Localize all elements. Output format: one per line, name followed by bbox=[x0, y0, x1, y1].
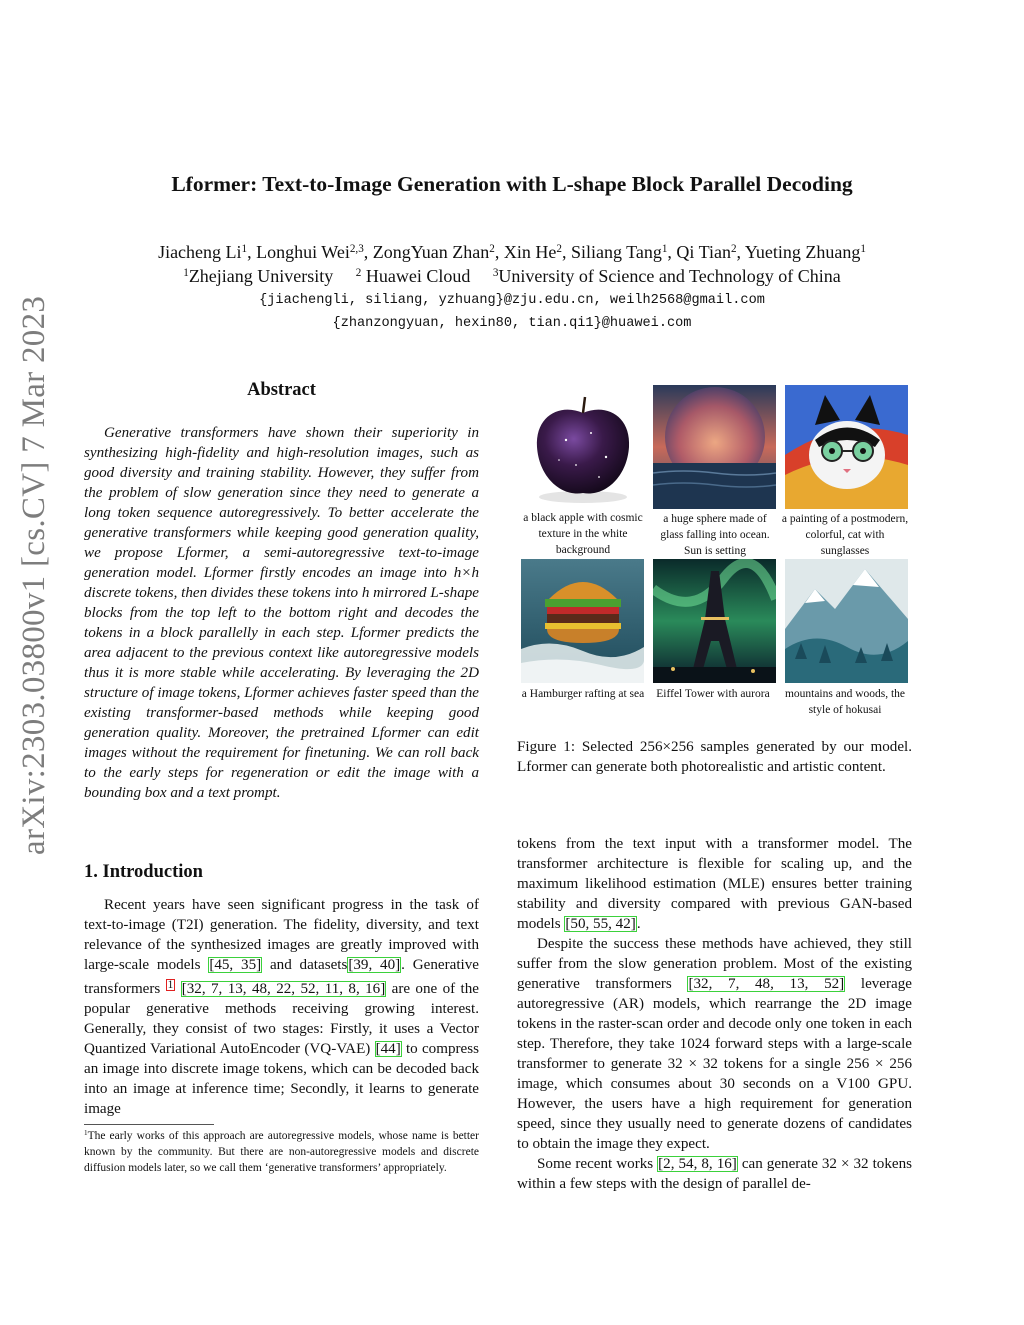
figure-image-hamburger bbox=[521, 559, 644, 683]
footnote-rule bbox=[84, 1124, 214, 1125]
figure-subcaption: a painting of a postmodern, colorful, cat with sunglasses bbox=[781, 513, 909, 557]
author: Yueting Zhuang$^1$ bbox=[744, 242, 866, 262]
affiliation: $^1$Zhejiang University bbox=[183, 266, 334, 286]
right-column-body bbox=[517, 834, 912, 1194]
body-paragraph: tokens from the text input with a transformer model. The transformer architecture is flexible for scaling up, and the maximum likelihood estimation (MLE) ensures better training stability and diversity compared with previous GAN-based models [50, 55, 42]. bbox=[517, 836, 912, 932]
arxiv-sidebar: arXiv:2303.03800v1 [cs.CV] 7 Mar 2023 bbox=[16, 295, 52, 855]
paper-title: Lformer: Text-to-Image Generation with L-shape Block Parallel Decoding bbox=[171, 172, 853, 196]
abstract-heading: Abstract bbox=[247, 380, 316, 400]
author: Siliang Tang$^1$, bbox=[570, 242, 677, 262]
figure-subcaption: Eiffel Tower with aurora bbox=[656, 688, 770, 700]
author: ZongYuan Zhan$^2$, bbox=[372, 242, 504, 262]
figure-image-eiffel bbox=[653, 559, 776, 683]
affiliation: $^3$University of Science and Technology of China bbox=[492, 266, 841, 286]
intro-body bbox=[84, 895, 479, 1119]
author: Qi Tian$^2$, bbox=[676, 242, 745, 262]
affiliation: $^2$ Huawei Cloud bbox=[355, 266, 471, 286]
footnote-link[interactable]: 1 bbox=[167, 979, 174, 991]
citation-link[interactable]: [44] bbox=[375, 1041, 401, 1058]
affiliation-list bbox=[0, 264, 1024, 288]
citation-link[interactable]: [45, 35] bbox=[209, 957, 262, 973]
figure-image-sphere bbox=[653, 385, 776, 509]
intro-heading: 1. Introduction bbox=[84, 862, 203, 882]
citation-link[interactable]: [50, 55, 42] bbox=[565, 916, 636, 932]
abstract-text: Generative transformers have shown their superiority in synthesizing high-fidelity and high-resolution images, such as good diversity and training stability. However, they suffer from the problem of slow generation since they need to generate a long token sequence autoregressively. To better accelerate the generative transformers while keeping good generation quality, we propose Lformer, a semi-autoregressive text-to-image generation model. Lformer firstly encodes an image into h×h discrete tokens, then divides these tokens into h mirrored L-shape blocks from the top left to the bottom right and decodes the tokens in a block parallelly in each step. Lformer predicts the area adjacent to the previous context like autoregressive models thus it is more stable while accelerating. By leveraging the 2D structure of image tokens, Lformer achieves faster speed than the existing transformer-based methods while keeping good generation quality. Moreover, the pretrained Lformer can edit images without the requirement for finetuning. We can roll back to the early steps for regeneration or edit the image with a bounding box and a text prompt. bbox=[84, 425, 479, 801]
figure-subcaption: a huge sphere made of glass falling into ocean. Sun is setting bbox=[660, 513, 770, 557]
figure-image-mountains bbox=[785, 559, 908, 683]
intro-paragraph: Recent years have seen significant progress in the task of text-to-image (T2I) generation. The fidelity, diversity, and text relevance of the synthesized images are greatly improved with large-scale models [45, 35] and datasets[39, 40]. Generative transformers $^1$ [32, 7, 13, 48, 22, 52, 11, 8, 16] are one of the popular generative methods receiving growing interest. Generally, they consist of two stages: Firstly, it uses a Vector Quantized Variational AutoEncoder (VQ-VAE) [44] to compress an image into discrete image tokens, which can be decoded back into an image at inference time; Secondly, it learns to generate image bbox=[84, 897, 480, 1118]
figure-image-apple bbox=[521, 385, 644, 509]
author: Xin He$^2$, bbox=[503, 242, 571, 262]
abstract-body bbox=[84, 423, 479, 803]
figure-caption: Figure 1: Selected 256×256 samples generated by our model. Lformer can generate both photorealistic and artistic content. bbox=[517, 739, 912, 775]
citation-link[interactable]: [32, 7, 48, 13, 52] bbox=[688, 976, 845, 992]
body-paragraph: Some recent works [2, 54, 8, 16] can generate 32 × 32 tokens within a few steps with the design of parallel de- bbox=[517, 1156, 912, 1192]
body-paragraph: Despite the success these methods have achieved, they still suffer from the slow generation problem. Most of the existing generative transformers [32, 7, 48, 13, 52] leverage autoregressive (AR) models, which rearrange the 2D image tokens in the raster-scan order and decode only one token in each step. Therefore, they take 1024 forward steps with a large-scale transformer to generate 32 × 32 tokens for a single 256 × 256 image, which consumes about 30 seconds on a V100 GPU. However, the users have a high requirement for generation speed, since they usually need to generate dozens of candidates to obtain the image they expect. bbox=[517, 936, 912, 1152]
figure-subcaption: a black apple with cosmic texture in the white background bbox=[523, 512, 643, 556]
email-line-1: {jiachengli, siliang, yzhuang}@zju.edu.cn, weilh2568@gmail.com bbox=[259, 293, 765, 308]
citation-link[interactable]: [2, 54, 8, 16] bbox=[658, 1156, 737, 1172]
citation-link[interactable]: [32, 7, 13, 48, 22, 52, 11, 8, 16] bbox=[181, 981, 386, 998]
email-line-2: {zhanzongyuan, hexin80, tian.qi1}@huawei.com bbox=[332, 316, 692, 331]
citation-link[interactable]: [39, 40] bbox=[348, 957, 401, 973]
figure-subcaption: mountains and woods, the style of hokusai bbox=[784, 688, 906, 716]
author-list bbox=[0, 240, 1024, 264]
figure-subcaption: a Hamburger rafting at sea bbox=[521, 688, 645, 700]
figure-image-cat bbox=[785, 385, 908, 509]
author: Jiacheng Li$^1$, bbox=[158, 242, 257, 262]
author: Longhui Wei$^{2,3}$, bbox=[256, 242, 373, 262]
footnote: $^1$The early works of this approach are autoregressive models, whose name is better known by the community. But there are non-autoregressive models and discrete diffusion models later, so we call them ‘generative transformers’ appropriately. bbox=[84, 1129, 479, 1174]
